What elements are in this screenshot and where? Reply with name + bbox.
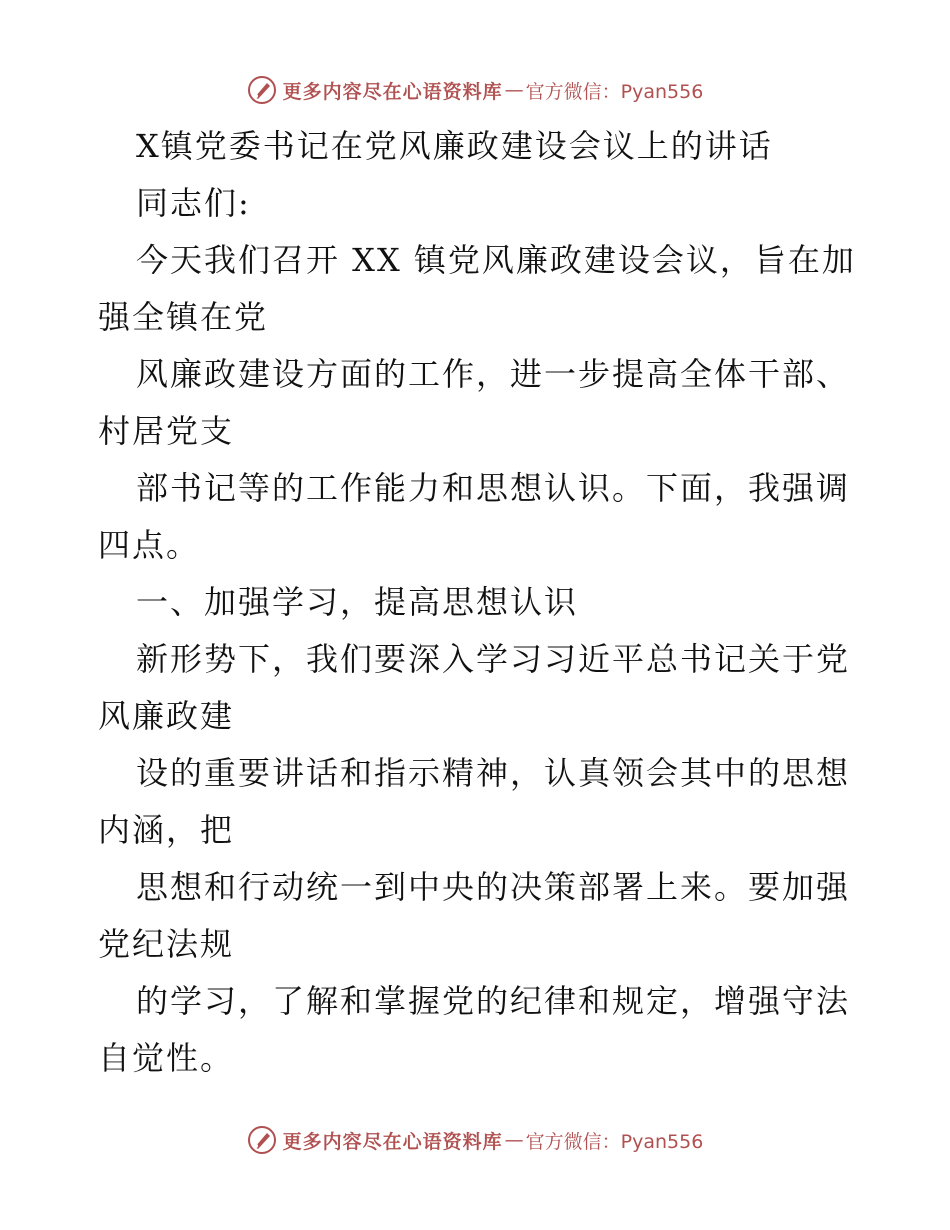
- banner-contact-text: 官方微信：Pyan556: [525, 1130, 704, 1153]
- text-line: 今天我们召开 XX 镇党风廉政建设会议，旨在加: [136, 241, 856, 279]
- text-line: 风廉政建设方面的工作，进一步提高全体干部、: [136, 355, 851, 393]
- pen-nib-icon: [247, 75, 277, 105]
- text-line: 部书记等的工作能力和思想认识。下面，我强调: [136, 469, 851, 507]
- banner-separator: —: [504, 1129, 524, 1151]
- salutation: 同志们:: [136, 184, 251, 222]
- document-body: [98, 118, 858, 1087]
- text-line: 风廉政建: [98, 697, 235, 735]
- banner-separator: —: [504, 79, 524, 101]
- text-line: 思想和行动统一到中央的决策部署上来。要加强: [136, 868, 851, 906]
- pen-nib-icon: [247, 1125, 277, 1155]
- document-title: X镇党委书记在党风廉政建设会议上的讲话: [136, 127, 773, 165]
- banner-site-text: 更多内容尽在心语资料库: [282, 80, 503, 103]
- section-heading: 一、加强学习，提高思想认识: [136, 583, 579, 621]
- header-watermark-banner: [0, 70, 950, 110]
- text-line: 四点。: [98, 526, 201, 564]
- text-line: 强全镇在党: [98, 298, 269, 336]
- banner-site-text: 更多内容尽在心语资料库: [282, 1130, 503, 1153]
- text-line: 内涵，把: [98, 811, 235, 849]
- text-line: 自觉性。: [98, 1039, 235, 1077]
- text-line: 的学习，了解和掌握党的纪律和规定，增强守法: [136, 982, 851, 1020]
- text-line: 新形势下，我们要深入学习习近平总书记关于党: [136, 640, 851, 678]
- text-line: 设的重要讲话和指示精神，认真领会其中的思想: [136, 754, 851, 792]
- footer-watermark-banner: [0, 1120, 950, 1160]
- banner-contact-text: 官方微信：Pyan556: [525, 80, 704, 103]
- text-line: 党纪法规: [98, 925, 235, 963]
- text-line: 村居党支: [98, 412, 235, 450]
